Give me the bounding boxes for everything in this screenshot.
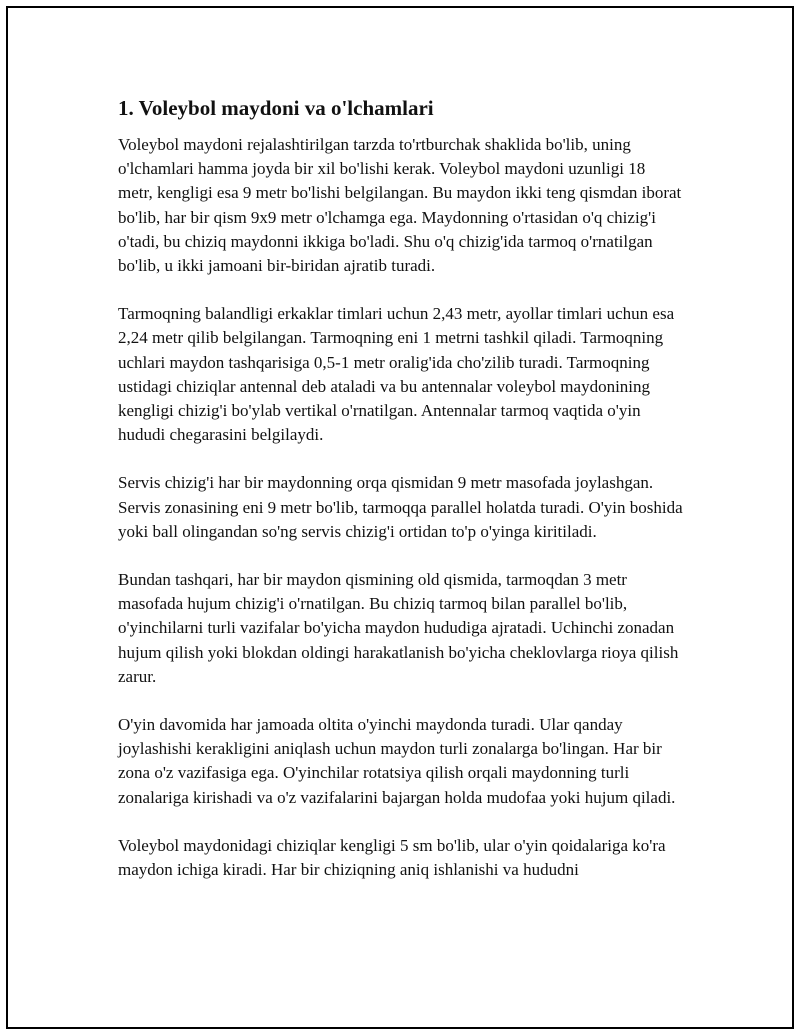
paragraph-lines: Voleybol maydonidagi chiziqlar kengligi 5 sm bo'lib, ular o'yin qoidalariga ko'ra maydon ichiga kiradi. Har bir chiziqning aniq ishlanishi va hududni	[118, 835, 666, 880]
section-heading: 1. Voleybol maydoni va o'lchamlari	[118, 96, 434, 120]
paragraph-service-line: Servis chizig'i har bir maydonning orqa qismidan 9 metr masofada joylashgan. Servis zonasining eni 9 metr bo'lib, tarmoqqa parallel holatda turadi. O'yin boshida yoki ball olingandan so'ng servis chizig'i ortidan to'p o'yinga kiritiladi.	[118, 473, 683, 541]
paragraph-net: Tarmoqning balandligi erkaklar timlari uchun 2,43 metr, ayollar timlari uchun esa 2,24 metr qilib belgilangan. Tarmoqning eni 1 metrni tashkil qiladi. Tarmoqning uchlari maydon tashqarisiga 0,5-1 metr oralig'ida cho'zilib turadi. Tarmoqning ustidagi chiziqlar antennal deb ataladi va bu antennalar voleybol maydonining kengligi chizig'i bo'ylab vertikal o'rnatilgan. Antennalar tarmoq vaqtida o'yin hududi chegarasini belgilaydi.	[118, 304, 675, 445]
paragraph-field-dimensions: Voleybol maydoni rejalashtirilgan tarzda to'rtburchak shaklida bo'lib, uning o'lchamlari hamma joyda bir xil bo'lishi kerak. Voleybol maydoni uzunligi 18 metr, kengligi esa 9 metr bo'lishi belgilangan. Bu maydon ikki teng qismdan iborat bo'lib, har bir qism 9x9 metr o'lchamga ega. Maydonning o'rtasidan o'q chizig'i o'tadi, bu chiziq maydonni ikkiga bo'ladi. Shu o'q chizig'ida tarmoq o'rnatilgan bo'lib, u ikki jamoani bir-biridan ajratib turadi.	[118, 135, 682, 276]
paragraph-attack-line: Bundan tashqari, har bir maydon qismining old qismida, tarmoqdan 3 metr masofada hujum chizig'i o'rnatilgan. Bu chiziq tarmoq bilan parallel bo'lib, o'yinchilarni turli vazifalar bo'yicha maydon hududiga ajratadi. Uchinchi zonadan hujum qilish yoki blokdan oldingi harakatlanish bo'yicha cheklovlarga rioya qilish zarur.	[118, 570, 679, 686]
paragraph-zones: O'yin davomida har jamoada oltita o'yinchi maydonda turadi. Ular qanday joylashishi kerakligini aniqlash uchun maydon turli zonalarga bo'lingan. Har bir zona o'z vazifasiga ega. O'yinchilar rotatsiya qilish orqali maydonning turli zonalariga kirishadi va o'z vazifalarini bajargan holda mudofaa yoki hujum qiladi.	[118, 715, 676, 807]
document-body	[118, 95, 684, 906]
